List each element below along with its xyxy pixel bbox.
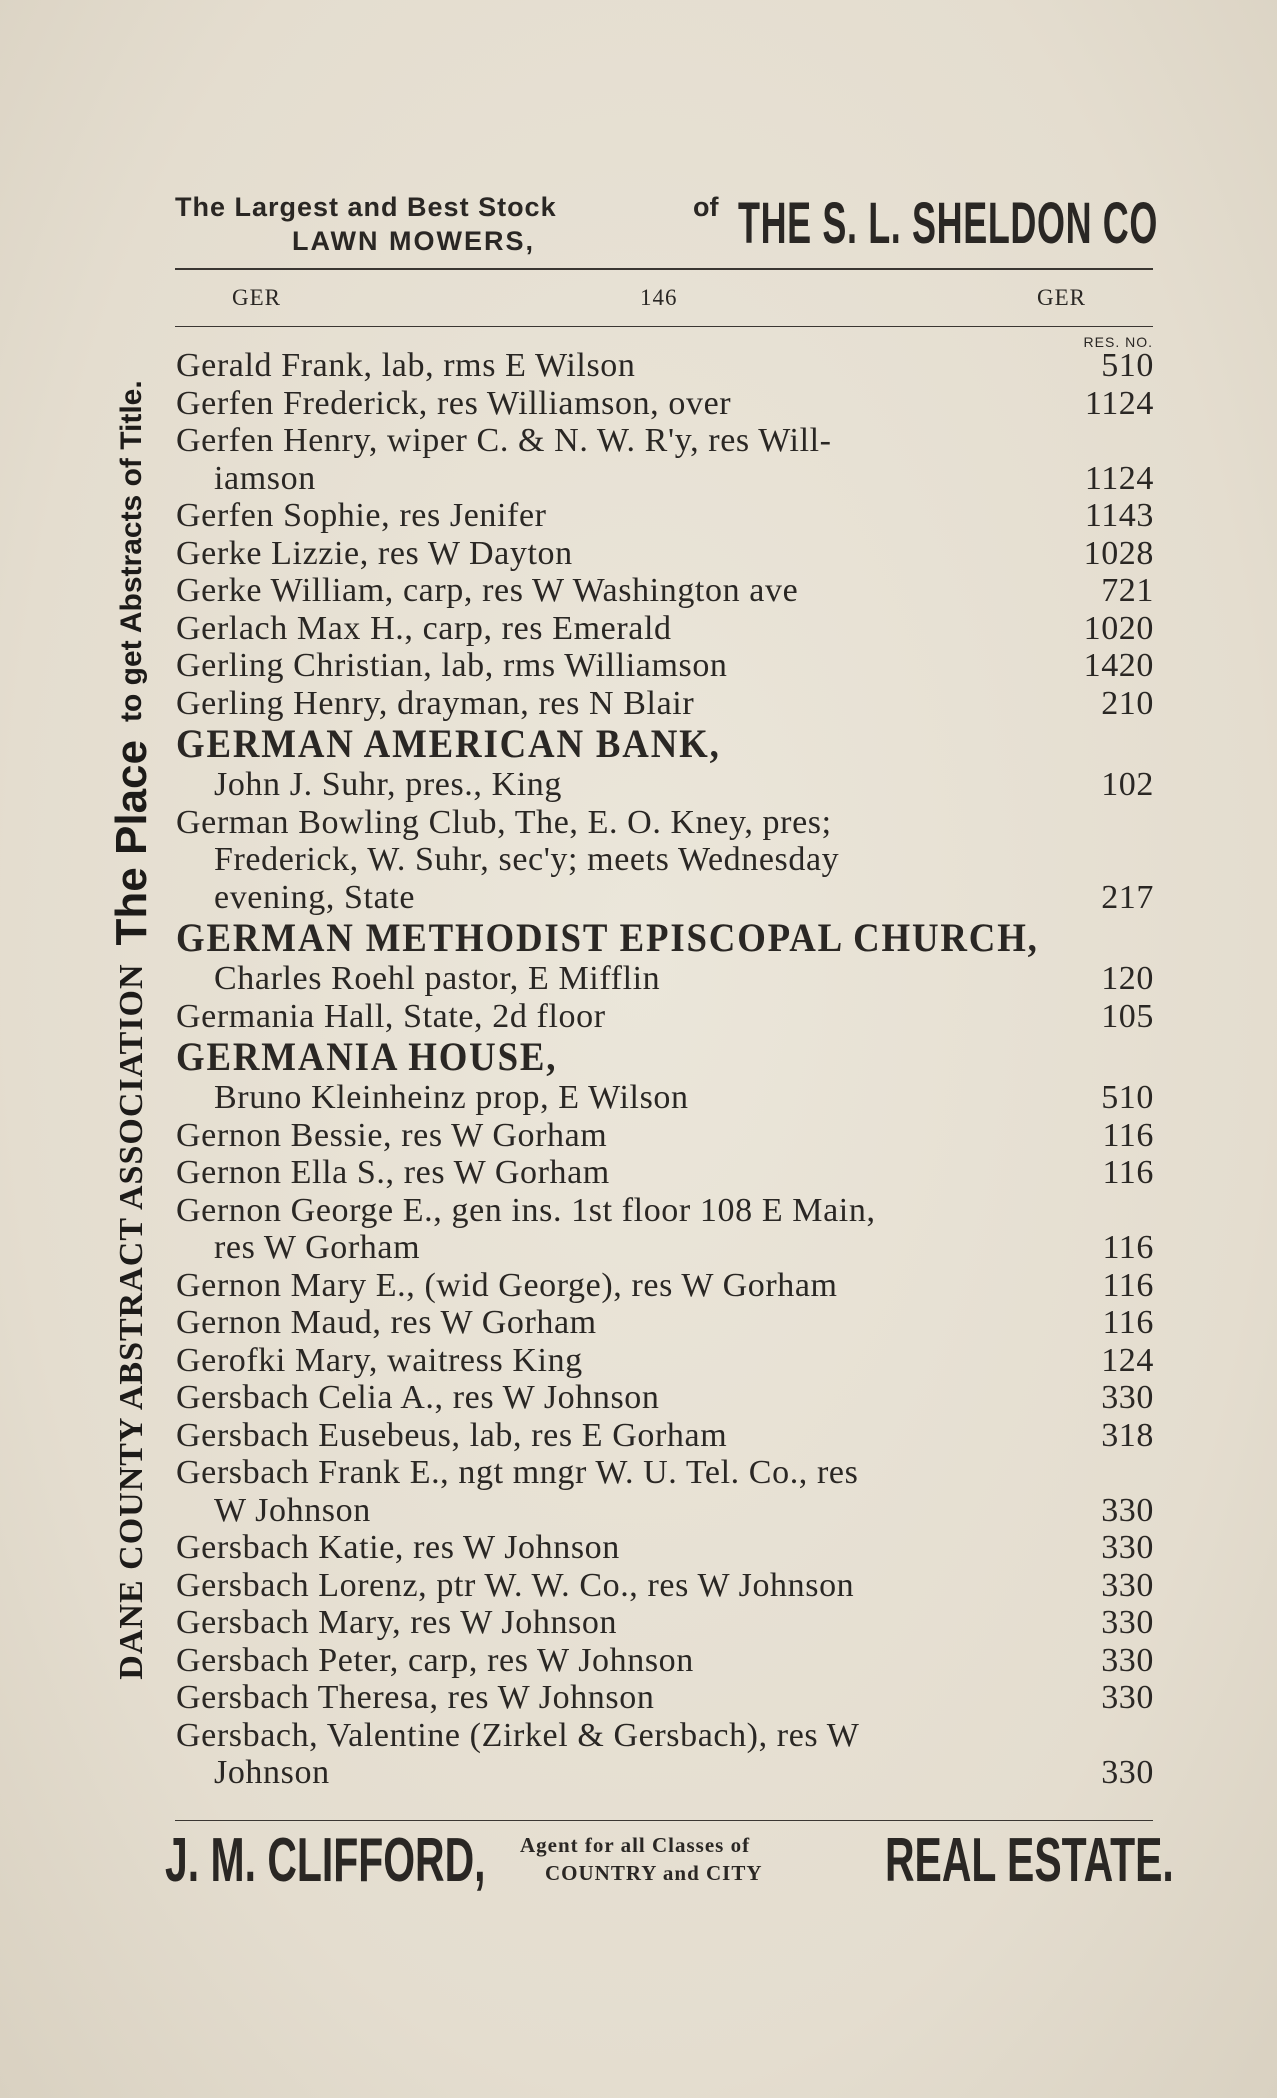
directory-entries [176,347,1156,1792]
bottom-advert-name: J. M. CLIFFORD, [165,1826,486,1895]
entry-text: Gerfen Sophie, res Jenifer [176,497,547,534]
directory-entry [176,804,1156,842]
entry-residence-number: 124 [1101,1341,1154,1379]
side-advert-place: The Place [107,740,156,946]
entry-residence-number: 330 [1101,1566,1154,1604]
entry-text: Gernon George E., gen ins. 1st floor 108 E Main, [176,1191,876,1229]
directory-entry [176,1079,1156,1117]
entry-text: Gersbach Celia A., res W Johnson [176,1379,660,1416]
entry-heading [176,1035,1156,1079]
entry-text: Gersbach Mary, res W Johnson [176,1604,618,1641]
entry-residence-number: 330 [1101,1379,1154,1416]
entry-text: evening, State [214,878,416,916]
entry-text: Gerald Frank, lab, rms E Wilson [176,347,636,384]
directory-entry [176,1717,1156,1755]
entry-text: Gerke Lizzie, res W Dayton [176,534,573,572]
entry-text: Charles Roehl pastor, E Mifflin [214,960,661,997]
directory-entry [176,960,1156,998]
entry-text: Gerfen Frederick, res Williamson, over [176,384,732,422]
entry-residence-number: 330 [1101,1604,1154,1641]
directory-entry [176,1754,1156,1792]
directory-entry [176,1117,1156,1155]
directory-entry [176,879,1156,917]
entry-residence-number: 210 [1101,684,1154,722]
entry-residence-number: 116 [1102,1304,1154,1341]
entry-text: German Bowling Club, The, E. O. Kney, pres; [176,803,832,841]
entry-residence-number: 1028 [1083,534,1154,572]
entry-text: Gersbach Theresa, res W Johnson [176,1679,655,1716]
entry-text: Gersbach Eusebeus, lab, res E Gorham [176,1416,728,1454]
entry-residence-number: 1124 [1084,384,1154,422]
top-advert-line1: The Largest and Best Stock [175,192,557,222]
entry-residence-number: 116 [1102,1154,1154,1191]
entry-text: GERMAN METHODIST EPISCOPAL CHURCH, [176,915,1039,960]
entry-residence-number: 116 [1102,1229,1154,1266]
entry-text: Johnson [214,1754,330,1791]
directory-entry [176,497,1156,535]
directory-entry [176,1417,1156,1455]
directory-entry [176,1192,1156,1230]
top-advert [175,188,1175,264]
entry-residence-number: 330 [1101,1679,1154,1716]
entry-text: Gerling Christian, lab, rms Williamson [176,647,728,684]
directory-entry [176,535,1156,573]
entry-residence-number: 721 [1101,572,1154,609]
entry-residence-number: 120 [1101,960,1154,997]
directory-entry [176,1529,1156,1567]
entry-residence-number: 330 [1101,1641,1154,1679]
entry-residence-number: 217 [1101,878,1154,916]
entry-text: Gernon Ella S., res W Gorham [176,1154,610,1191]
top-advert-of: of [693,192,719,222]
bottom-advert-agent-line2: COUNTRY and CITY [545,1861,763,1885]
entry-text: GERMANIA HOUSE, [176,1034,558,1079]
side-advert-association: DANE COUNTY ABSTRACT ASSOCIATION [113,963,150,1680]
entry-residence-number: 1020 [1083,609,1154,647]
entry-residence-number: 1420 [1083,647,1154,684]
entry-text: Gersbach Katie, res W Johnson [176,1529,620,1566]
directory-entry [176,1679,1156,1717]
bottom-rule [175,1820,1153,1821]
entry-text: Gernon Maud, res W Gorham [176,1304,597,1341]
directory-entry [176,766,1156,804]
side-advert-abstracts: to get Abstracts of Title. [115,380,148,723]
bottom-advert [165,1825,1174,1895]
entry-text: W Johnson [214,1491,371,1529]
entry-residence-number: 318 [1101,1416,1154,1454]
directory-entry [176,385,1156,423]
top-advert-company: THE S. L. SHELDON CO [738,191,1158,256]
directory-entry [176,1604,1156,1642]
entry-text: Gernon Mary E., (wid George), res W Gorham [176,1266,838,1304]
entry-text: Gerfen Henry, wiper C. & N. W. R'y, res Will- [176,422,832,459]
entry-residence-number: 510 [1101,1079,1154,1116]
entry-text: GERMAN AMERICAN BANK, [176,721,721,766]
directory-entry [176,841,1156,879]
entry-residence-number: 1124 [1084,459,1154,497]
header-rule [175,326,1153,327]
directory-entry [176,572,1156,610]
entry-residence-number: 116 [1102,1116,1154,1154]
entry-text: Gerofki Mary, waitress King [176,1341,583,1379]
directory-entry [176,1642,1156,1680]
directory-entry [176,998,1156,1036]
directory-entry [176,647,1156,685]
directory-entry [176,1229,1156,1267]
entry-heading [176,916,1156,960]
entry-text: Gernon Bessie, res W Gorham [176,1116,608,1154]
top-rule-right [705,268,1153,270]
res-no-label: RES. NO. [1083,334,1153,350]
directory-entry [176,1267,1156,1305]
directory-entry [176,1154,1156,1192]
entry-text: Gerlach Max H., carp, res Emerald [176,609,672,647]
top-advert-line2: LAWN MOWERS, [292,226,535,256]
entry-text: iamson [214,459,316,497]
directory-entry [176,1304,1156,1342]
directory-entry [176,460,1156,498]
entry-text: Bruno Kleinheinz prop, E Wilson [214,1079,689,1116]
running-header-left: GER [232,285,281,310]
directory-entry [176,610,1156,648]
entry-text: res W Gorham [214,1229,421,1266]
entry-text: Gersbach, Valentine (Zirkel & Gersbach), res W [176,1716,860,1754]
directory-entry [176,1379,1156,1417]
directory-entry [176,1342,1156,1380]
entry-text: Frederick, W. Suhr, sec'y; meets Wednesday [214,841,840,878]
bottom-advert-real-estate: REAL ESTATE. [885,1826,1174,1895]
entry-text: John J. Suhr, pres., King [214,766,562,803]
side-advert [108,180,156,1880]
entry-residence-number: 330 [1101,1754,1154,1791]
entry-text: Gersbach Frank E., ngt mngr W. U. Tel. Co., res [176,1454,859,1491]
entry-text: Germania Hall, State, 2d floor [176,997,606,1035]
entry-residence-number: 116 [1102,1266,1154,1304]
page-number: 146 [640,285,678,310]
entry-residence-number: 330 [1101,1491,1154,1529]
entry-text: Gersbach Peter, carp, res W Johnson [176,1641,694,1679]
entry-residence-number: 102 [1101,766,1154,803]
directory-entry [176,1492,1156,1530]
directory-entry [176,685,1156,723]
entry-text: Gerke William, carp, res W Washington ave [176,572,799,609]
bottom-advert-agent-line1: Agent for all Classes of [520,1833,751,1857]
directory-entry [176,1454,1156,1492]
entry-text: Gerling Henry, drayman, res N Blair [176,684,695,722]
entry-residence-number: 1143 [1084,497,1154,534]
entry-residence-number: 105 [1101,997,1154,1035]
entry-heading [176,722,1156,766]
directory-entry [176,347,1156,385]
entry-text: Gersbach Lorenz, ptr W. W. Co., res W Johnson [176,1566,855,1604]
running-header-right: GER [1037,285,1086,310]
entry-residence-number: 330 [1101,1529,1154,1566]
directory-entry [176,1567,1156,1605]
directory-entry [176,422,1156,460]
top-rule-left [175,268,705,270]
entry-residence-number: 510 [1101,347,1154,384]
